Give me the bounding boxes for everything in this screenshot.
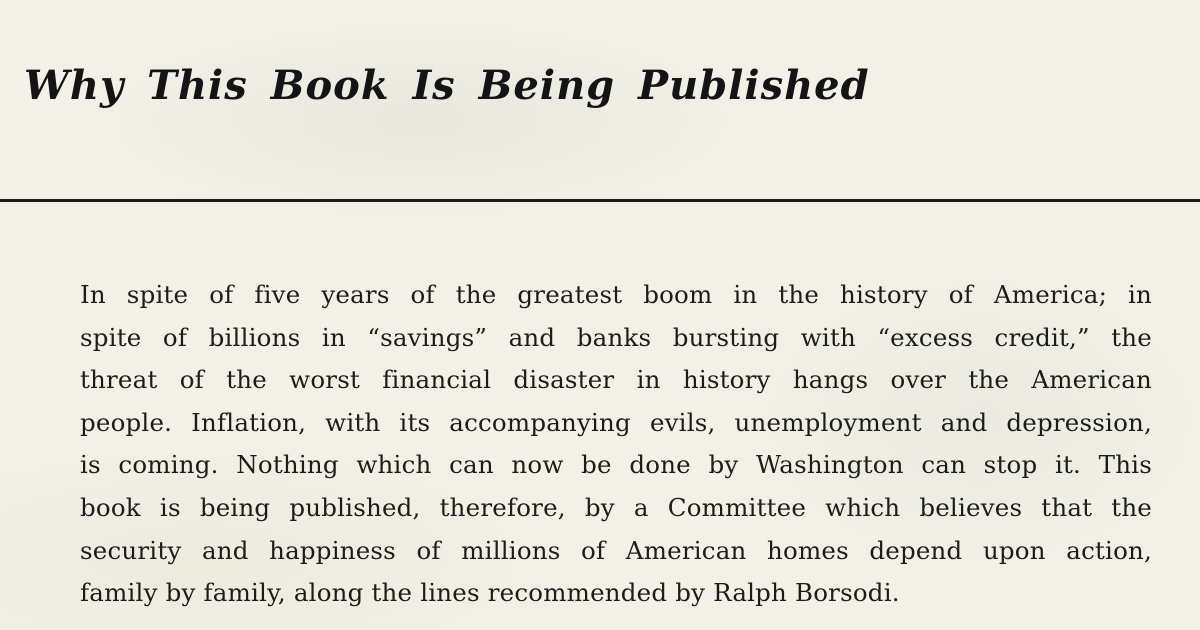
paragraph-line: book is being published, therefore, by a Committee which believes that the <box>80 492 1152 522</box>
paragraph-line: In spite of five years of the greatest boom in the history of America; in <box>80 280 1152 309</box>
horizontal-divider <box>0 199 1200 202</box>
paragraph-line: people. Inflation, with its accompanying evils, unemployment and depression, <box>80 407 1152 437</box>
page-title: Why This Book Is Being Published <box>24 62 870 109</box>
paragraph-line: threat of the worst financial disaster in history hangs over the American <box>80 365 1152 395</box>
paragraph-line: spite of billions in “savings” and banks bursting with “excess credit,” the <box>80 322 1152 352</box>
paragraph-line: security and happiness of millions of American homes depend upon action, <box>80 535 1152 565</box>
paragraph-line: is coming. Nothing which can now be done by Washington can stop it. This <box>80 450 1152 480</box>
paragraph-line: family by family, along the lines recommended by Ralph Borsodi. <box>80 578 900 608</box>
body-paragraph <box>80 274 1152 615</box>
